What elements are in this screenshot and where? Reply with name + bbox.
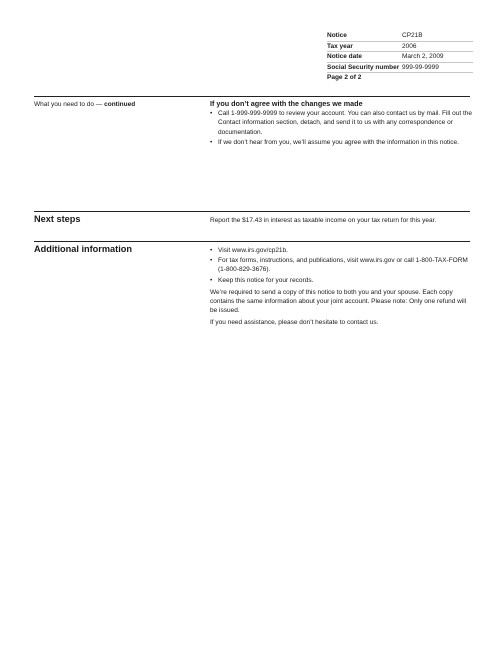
- bullet-text: If we don’t hear from you, we’ll assume you agree with the information in this notice.: [218, 138, 459, 146]
- list-item: [210, 276, 472, 285]
- section-divider: [34, 241, 470, 242]
- page-number-label: Page 2 of 2: [327, 74, 362, 82]
- ssn-label: Social Security number: [327, 63, 400, 71]
- assistance-paragraph: If you need assistance, please don’t hesitate to contact us.: [210, 319, 379, 327]
- continued-text: continued: [104, 101, 136, 108]
- notice-label: Notice: [327, 32, 347, 39]
- next-steps-title: Next steps: [34, 214, 81, 224]
- joint-account-paragraph: We’re required to send a copy of this notice to both you and your spouse. Each copy contains the same information about your joint account. Please note: Only one refund will be issued.: [210, 288, 467, 315]
- notice-info-table: [327, 31, 473, 83]
- what-you-need-to-do-text: What you need to do —: [34, 101, 103, 108]
- notice-value: CP21B: [402, 32, 423, 39]
- section-divider: [34, 211, 470, 212]
- section-divider: [34, 96, 470, 97]
- bullet-icon: •: [210, 276, 213, 284]
- page-number-row: [327, 73, 473, 83]
- ssn-value: 999-99-9999: [402, 63, 439, 71]
- additional-info-title: Additional information: [34, 244, 132, 254]
- tax-year-value: 2006: [402, 42, 417, 50]
- additional-info-bullets: [210, 246, 472, 285]
- list-item: [210, 109, 472, 137]
- bullet-text: For tax forms, instructions, and publications, visit www.irs.gov or call 1-800-TAX-FORM (1-800-829-3676).: [218, 257, 468, 274]
- next-steps-content: [210, 216, 472, 225]
- additional-info-content: [210, 246, 472, 328]
- next-steps-text: Report the $17.43 in interest as taxable income on your tax return for this year.: [210, 217, 437, 224]
- notice-date-value: March 2, 2009: [402, 53, 444, 61]
- what-you-need-to-do-label: [34, 101, 135, 108]
- notice-date-row: [327, 52, 473, 63]
- bullet-text: Keep this notice for your records.: [218, 276, 314, 284]
- bullet-icon: •: [210, 110, 213, 118]
- tax-year-label: Tax year: [327, 42, 353, 50]
- bullet-icon: •: [210, 138, 213, 146]
- list-item: [210, 256, 472, 274]
- bullet-text: Call 1-999-999-9999 to review your account. You can also contact us by mail. Fill out the Contact information section, detach, and send it to us with any correspondence or documentation.: [218, 110, 473, 136]
- ssn-row: [327, 63, 473, 74]
- notice-date-label: Notice date: [327, 53, 363, 61]
- bullet-text: Visit www.irs.gov/cp21b.: [218, 247, 288, 254]
- disagree-heading: If you don’t agree with the changes we made: [210, 99, 363, 108]
- tax-year-row: [327, 42, 473, 53]
- disagree-section: [210, 99, 472, 148]
- list-item: [210, 246, 472, 255]
- bullet-icon: •: [210, 257, 213, 265]
- list-item: [210, 138, 472, 147]
- bullet-icon: •: [210, 247, 213, 254]
- notice-row: [327, 31, 473, 42]
- disagree-bullets: [210, 109, 472, 147]
